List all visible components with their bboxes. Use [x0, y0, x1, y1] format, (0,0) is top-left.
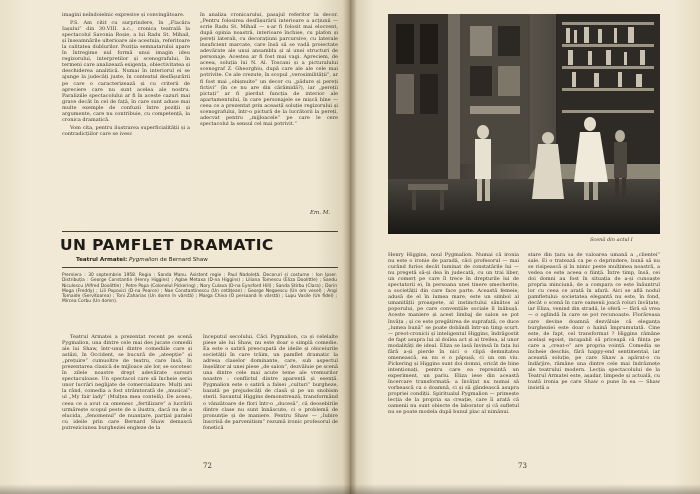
page-number: 72 [203, 462, 212, 470]
left-bottom-column-1 [62, 334, 192, 456]
book-gutter [343, 0, 357, 494]
paragraph: începutul secolului. Căci Pygmalion, ca și celelalte piese ale lui Shaw, nu este doar o simplă comedie. Ea este o satiră preocupată de ideile și obiceiurile societății în care trăim, un pamflet dramatic la adresa claselor dominante, care, sub aspectul înșelător al unei piese „de salon”, dezvăluie pe scenă una dintre cele mai acute teme ale vremurilor noastre : conflictul dintre aparență și esență. Pygmalion este o satiră a falsei „culturi” burgheze, bazată pe prejudecăți de clasă și pe un snobism steril. Savantul Higgins demonstrează, transformând o vânzătoare de flori într-o „ducesă”, că deosebirile dintre clase nu sunt înnăscute, ci o problemă de pronunție și de maniere. Pentru Shaw — „Iubire înscrisă de parvenitism” rezumă ironic profesorul de fonetică [203, 334, 338, 431]
page-number: 73 [518, 462, 527, 470]
paragraph: Henry Higgins, noul Pygmalion. Numai că ironia nu este o ironie de paradă, căci profesorul — mai curând furios decât luminat de constatările lui — nu pregetă să-și dea în judecată, cu un trai liber, un comerț pe care îl trece în drepturile lui de spectatorii ei, în persoana unei tinere șmecherite, a societății din care face parte. Această femeie, adusă de el în lumea mare, este un simbol al umanității proaspete, al instinctului sănătos al poporului, pe care convențiile sociale îl înăbușă. Aceste maniere și acest limbaj de salon se pot învăța ; și ce este pregătirea de suprafață, ce duce „lumea bună” se poate dobândi într-un timp scurt. — preot-cronicii și inteligentul Higgins, îndrăgostit de fapt asupra lui al doilea act și al treilea, al unor modalități de ideal. Eliza se lasă învinsă în fața lui fără a-și pierde în nici o clipă demnitatea omenească, ea nu e o păpușă, ci un om viu. Pickering și Higgins sunt doi domni, oricât de bine intenționați, pentru care ea reprezintă un experiment, un pariu. Eliza iese din această încercare transformată: a învățat nu numai să vorbească ca o doamnă, ci și să gândească asupra propriei condiții. Spiritualul Pygmalion — primește lecția de la propria sa creație, care îi arată că oamenii nu sunt obiecte de laborator și că sufletul nu se poate modela după bunul plac al nimănui. [388, 252, 519, 416]
paragraph: imagini neîndoielnic expresive și convingătoare. [62, 12, 185, 18]
right-column-1 [388, 252, 519, 458]
author-signature: Em. M. [310, 210, 331, 216]
paragraph: în analiza cronicarului, pasajul referitor la decor. „Pentru folosirea desfășurării interioare a acțiunii — scrie Radu St. Mihail — s-ar fi folosit mai elocvent, după opinia noastră, interioare închise, cu plafon și pereți laterali, cu decorațiuni parcursive, cu laterale insuficient marcate, care însă să se vadă proiectate adevărate ale unui ansamblu și al unei structuri de personaje. Acestea ar fi fost mai vagi. Apreciem, de aceea, soluția lui N. Al. Toscani și a picturalului scenograf Z. Gheorghiu, după care ale ale cele mai potrivite. Ce ale crezute, în scopul „verosimilității”, ar fi fost mai „obișnuite” un decor cu „pădure și pereți fictivi” (în ce nu are din cărămidă?), iar „pereții pictați” ar fi pierdut funcția de interior ale apartamentului, în care personajele se mișcă bine — ceea ce a prezentat prin această soluție regizorului și scenografului, într-o pictură de la lucrătorii la pereți, adecvat pentru „mijloacele” pe care le cere spectacolul la sensul cel mai potrivit.” [200, 12, 338, 127]
stage-scene-image [388, 14, 660, 234]
stage-photo [388, 14, 660, 234]
paragraph: Vom cita, pentru ilustrarea superficialității și a contradicțiilor care se ivesc [62, 124, 190, 137]
section-rule-sub [62, 267, 338, 268]
play-title: Pygmalion [129, 257, 159, 263]
production-credits: Premiera : 30 septembrie 1958. Regia : Sanda Manu. Asistent regie : Paul Nadoleță. Decoruri și costume : Ion Ipser. Distribuția : George Constantin (Henry Higgins) ; Aglae Metaxa (D-na Higgins) ; Liliana Tomescu (Eliza Doolittle) ; Sandu Niculescu (Alfred Doolittle) ; Petre Popa (Colonelul Pickering) ; Nory Culava (D-na Eynsford Hill) ; Sanda Știrbu (Clara) ; Dorin Moga (Freddy) ; Lili Popovici (D-na Pearce) ; Nae Constantinescu (Un cetățean) ; George Negoescu (Un om vesel) ; Angi Tomaide (Servitoarea) ; Toni Zaharias (Un domn în vârstă) ; Marga Chiva (O persoană în vârstă) ; Lupu Vasile (Un fidel) ; Mircea Corbu (Un domn). [62, 273, 337, 305]
page-edge-shadow [0, 484, 700, 494]
paragraph: stare din țara sa de valoarea umană a „clientei” sale. Ei o tratează ca pe o deprindere, bună să nu se risipească și în nimic peste mulțimea noastră, a vedea ce este aceea o ființă. Între timp, însă, cei doi domni au fost în situația de a-și cunoaște propria minciună, de a compara ce este înăuntrul lor cu ceea ce arată în afară. Aici se află nodul pamfletului: societatea elegantă nu este, în fond, decât o scenă în care oamenii joacă roluri învățate, iar Eliza, venind din stradă, le oferă — fără să vrea — o oglindă în care se pot recunoaște. Florăreasa care devine doamnă dezvăluie că eleganța burgheziei este doar o haină împrumutată. Cine este, de fapt, cel transformat ? Higgins rămâne același egoist, incapabil să priceapă că ființa pe care a „creat-o” are propria voință. Comedia se încheie deschis, fără happy-end sentimental, iar această soluție, pe care Shaw a apărat-o cu îndârjire, rămâne una dintre cele mai îndrăznețe ale teatrului modern. Lecția spectacolului de la Teatrul Armatei este, așadar, limpede și actuală, cu toată ironia pe care Shaw o pune în ea — Shaw insistă a [528, 252, 660, 392]
play-author: de Bernard Shaw [159, 257, 208, 263]
left-top-column-2 [200, 12, 338, 205]
right-column-2 [528, 252, 660, 458]
section-rule-top [62, 231, 338, 232]
paragraph: Teatrul Armatei a prezentat recent pe scenă Pygmalion, una dintre cele mai des jucate comedii ale lui Shaw, într-unul dintre comediile care și astăzi, în Occident, se bucură de „ateepție” și „prețuire” cumuoltre de teatru, care însă, în prezentarea clasică de mijloace ale lor, se socotesc în zilele noastre drept adevărate sursuri spectaculoase. Un spectacol care să încheie seria unor lucrări neglijate de comercializare. Mulți ani la rând, comedia a fost strâmtorată de „musical”-ul „My fair lady” (Mulțea mea contelă). De aceea, ceea ce a avut ca omenesc „fertilizare” a lucrării urmărește scopul peste de a ilustra, dacă nu de a elucida, „fenomenul” de nuanțare, parțial paralel cu ideile prin care Bernard Shaw demască putreziciunea burgheziei engleze de la [62, 334, 192, 431]
article-headline: UN PAMFLET DRAMATIC [60, 236, 274, 254]
article-subhead [76, 257, 208, 263]
left-top-column-1 [62, 12, 190, 225]
photo-caption: Scenă din actul I [590, 237, 633, 243]
paragraph: P.S. Am citit cu surprindere, în „Flacăra Iașului” din 30.VIII. a.c., cronica teatrală la spectacolul Savonia Roșie, a lui Radu St. Mihail, și înseamnările ulterioare ale acestuia, referitoare la calitatea dublurilor. Poziția semnatarului apare în întregime nul formă unui imagin ideu regizorului, interpretilor și scenografului, în termeni care analizează exigența, obiectivitatea și deschiderea analitică. Numai în interiorul ei se ajunge la judecăți juste, în contextul desfășurării pe care o caracterizează și cu criterii de apreciere care nu sunt acelea ale nostru. Paraliziile spectacolului ar fi în aceste cazuri mai grave decât în cel de față, în care sunt aduse mai multe exemple de confuzii între poziții și argumente, care nu contribuie, cu competență, la cronica dramatică. [62, 20, 190, 123]
left-bottom-column-2 [203, 334, 338, 456]
theatre-name: Teatrul Armatei: [76, 257, 128, 263]
